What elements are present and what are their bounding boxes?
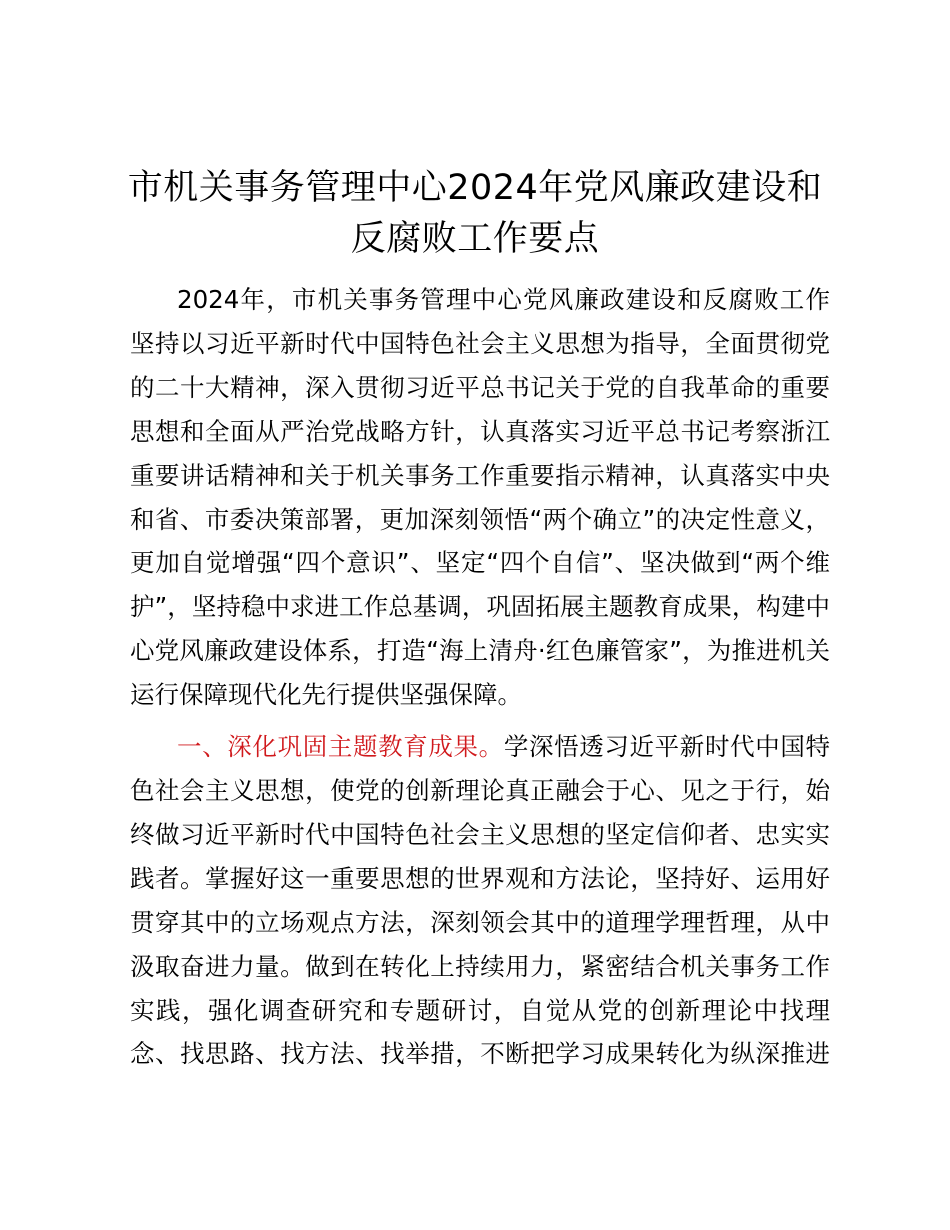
paragraph-line: 践者。掌握好这一重要思想的世界观和方法论，坚持好、运用好 [130,864,830,893]
document-title-line-2: 反腐败工作要点 [350,219,600,259]
paragraph-line: 更加自觉增强“四个意识”、坚定“四个自信”、坚决做到“两个维 [130,548,830,577]
paragraph-line: 终做习近平新时代中国特色社会主义思想的坚定信仰者、忠实实 [130,820,830,849]
section-1-heading: 一、深化巩固主题教育成果。 [177,732,504,761]
section-1-text: 学深悟透习近平新时代中国特 [503,732,831,761]
paragraph-line: 汲取奋进力量。做到在转化上持续用力，紧密结合机关事务工作 [130,952,830,981]
paragraph-line: 念、找思路、找方法、找举措，不断把学习成果转化为纵深推进 [130,1039,830,1068]
paragraph-line: 贯穿其中的立场观点方法，深刻领会其中的道理学理哲理，从中 [130,908,830,937]
paragraph-line: 色社会主义思想，使党的创新理论真正融会于心、见之于行，始 [130,776,830,805]
paragraph-line: 护”，坚持稳中求进工作总基调，巩固拓展主题教育成果，构建中 [130,592,830,621]
paragraph-line [177,730,830,764]
paragraph-line: 心党风廉政建设体系，打造“海上清舟·红色廉管家”，为推进机关 [130,636,830,665]
paragraph-line: 实践，强化调查研究和专题研讨，自觉从党的创新理论中找理 [130,996,830,1025]
paragraph-line: 2024年，市机关事务管理中心党风廉政建设和反腐败工作 [177,285,830,314]
paragraph-line: 运行保障现代化先行提供坚强保障。 [130,680,522,709]
paragraph-line: 和省、市委决策部署，更加深刻领悟“两个确立”的决定性意义， [130,505,830,534]
paragraph-line: 思想和全面从严治党战略方针，认真落实习近平总书记考察浙江 [130,417,830,446]
paragraph-line: 的二十大精神，深入贯彻习近平总书记关于党的自我革命的重要 [130,373,830,402]
paragraph-line: 重要讲话精神和关于机关事务工作重要指示精神，认真落实中央 [130,461,830,490]
document-title-line-1: 市机关事务管理中心2024年党风廉政建设和 [127,168,823,208]
paragraph-line: 坚持以习近平新时代中国特色社会主义思想为指导，全面贯彻党 [130,329,830,358]
